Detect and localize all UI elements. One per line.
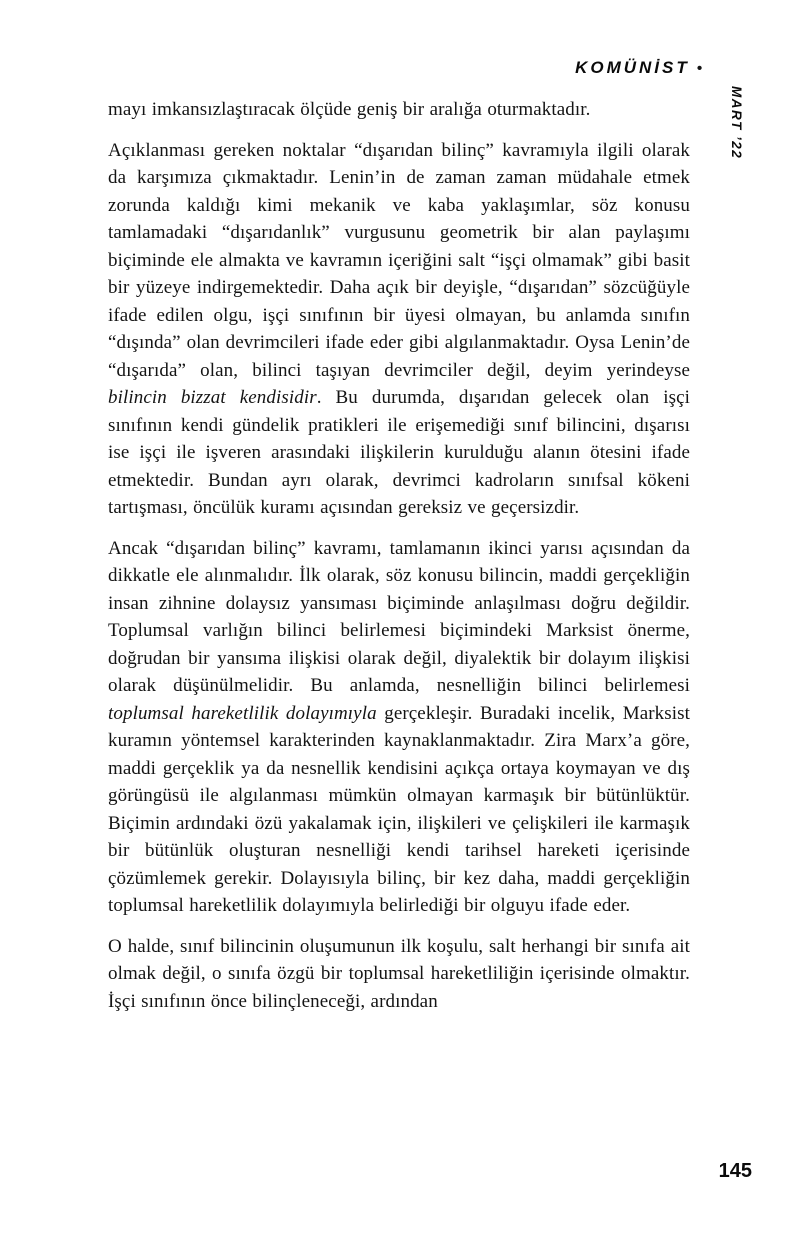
paragraph <box>108 96 690 124</box>
paragraph <box>108 933 690 1016</box>
page-number: 145 <box>718 1160 752 1182</box>
body-text <box>108 96 690 1028</box>
issue-label: MART ’22 <box>729 86 744 160</box>
body-run: gerçekleşir. Buradaki incelik, Marksist kuramın yöntemsel karakterinden kaynaklanmaktadır. Zira Marx’a göre, maddi gerçeklik ya da nesnellik kendisini açıkça ortaya koymayan ve dış görüngüsü ile algılanması mümkün olmayan karmaşık bir bütünlüktür. Biçimin ardındaki özü yakalamak için, ilişkileri ve çelişkileri ile karmaşık bir bütünlük oluşturan nesnelliği kendi tarihsel hareketi içerisinde çözümlemek gerekir. Dolayısıyla bilinç, bir kez daha, maddi gerçekliğin toplumsal hareketlilik dolayımıyla belirlediği bir olguyu ifade eder. <box>108 702 690 916</box>
paragraph <box>108 137 690 522</box>
page-header <box>575 58 702 78</box>
body-run: Ancak “dışarıdan bilinç” kavramı, tamlamanın ikinci yarısı açısından da dikkatle ele alınmalıdır. İlk olarak, söz konusu bilincin, maddi gerçekliğin insan zihnine dolaysız yansıması biçiminde anlaşılması doğru değildir. Toplumsal varlığın bilinci belirlemesi biçimindeki Marksist önerme, doğrudan bir yansıma ilişkisi olarak değil, diyalektik bir dolayım ilişkisi olarak düşünülmelidir. Bu anlamda, nesnelliğin bilinci belirlemesi <box>108 537 690 696</box>
body-run: O halde, sınıf bilincinin oluşumunun ilk koşulu, salt herhangi bir sınıfa ait olmak değil, o sınıfa özgü bir toplumsal hareketliliğin içerisinde olmaktır. İşçi sınıfının önce bilinçleneceği, ardından <box>108 935 690 1012</box>
journal-title: KOMÜNİST <box>575 58 690 77</box>
paragraph <box>108 535 690 920</box>
body-run: Açıklanması gereken noktalar “dışarıdan bilinç” kavramıyla ilgili olarak da karşımıza çıkmaktadır. Lenin’in de zaman zaman müdahale etmek zorunda kaldığı kimi mekanik ve kaba yaklaşımlar, söz konusu tamlamadaki “dışarıdanlık” vurgusunu geometrik bir alan paylaşımı biçiminde ele almakta ve kavramın içeriğini salt “işçi olmamak” gibi basit bir yüzeye indirgemektedir. Daha açık bir deyişle, “dışarıdan” sözcüğüyle ifade edilen olgu, işçi sınıfının bir üyesi olmayan, bu anlamda sınıfın “dışında” olan devrimcileri ifade eder gibi algılanmaktadır. Oysa Lenin’de “dışarıda” olan, bilinci taşıyan devrimciler değil, deyim yerindeyse <box>108 139 690 381</box>
header-bullet-icon: • <box>696 60 702 77</box>
emphasis-text: toplumsal hareketlilik dolayımıyla <box>108 702 377 724</box>
body-run: . Bu durumda, dışarıdan gelecek olan işçi sınıfının kendi gündelik pratikleri ile erişemediği sınıf bilincini, dışarısı ise işçi ile işveren arasındaki ilişkilerin kurulduğu alanın ötesini ifade etmektedir. Bundan ayrı olarak, devrimci kadroların sınıfsal kökeni tartışması, öncülük kuramı açısından gereksiz ve geçersizdir. <box>108 387 690 518</box>
body-run: mayı imkansızlaştıracak ölçüde geniş bir aralığa oturmaktadır. <box>108 99 591 120</box>
emphasis-text: bilincin bizzat kendisidir <box>108 387 317 408</box>
